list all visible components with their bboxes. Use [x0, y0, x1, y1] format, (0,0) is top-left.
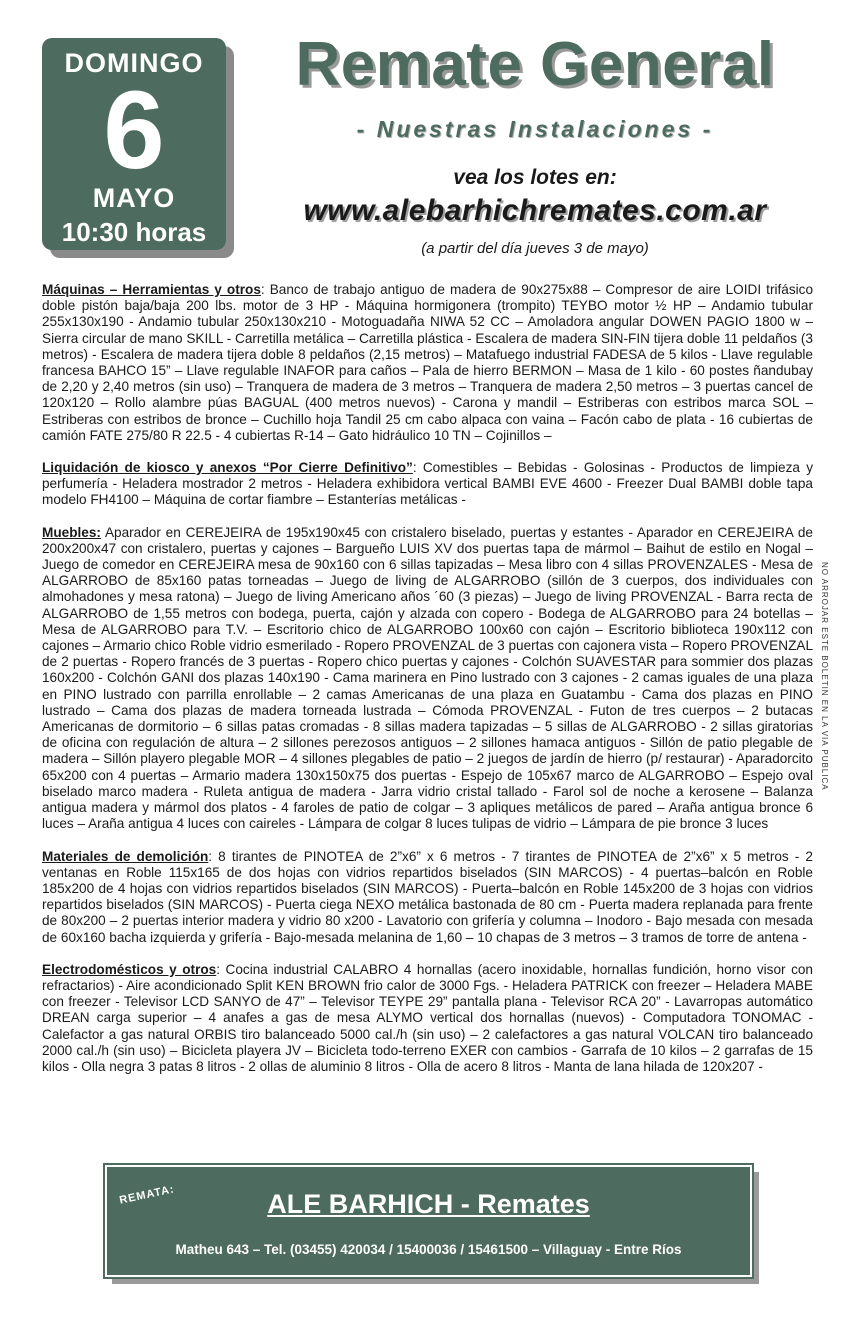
section-text: Aparador en CEREJEIRA de 195x190x45 con cristalero biselado, puertas y estantes - Aparador en CEREJEIRA de 200x200x47 con cristalero, puertas y cajones – Bargueño LUIS XV dos puertas tapa de mármol – Baihut de estilo en Nogal – Juego de comedor en CEREJEIRA mesa de 90x160 con 6 sillas tapizadas – Mesa libro con 4 sillas PROVENZALES - Mesa de ALGARROBO de 85x160 patas torneadas – Juego de living de ALGARROBO (sillón de 3 cuerpos, dos individuales con almohadones y mesa ratona) – Juego de living Americano años ´60 (3 piezas) – Juego de living PROVENZAL - Barra recta de ALGARROBO de 1,55 metros con bodega, puerta, cajón y alzada con copero - Bodega de ALGARROBO para 24 botellas – Mesa de ALGARROBO para T.V. – Escritorio chico de ALGARROBO 100x60 con cajón – Escritorio biblioteca 190x112 con cajones – Armario chico Roble vidrio esmerilado - Ropero PROVENZAL de 3 puertas con cajonera vista – Ropero PROVENZAL de 2 puertas - Ropero francés de 3 puertas - Ropero chico puertas y cajones - Colchón SUAVESTAR para sommier dos plazas 160x200 - Colchón GANI dos plazas 140x190 - Cama marinera en Pino lustrado con 3 cajones - 2 camas iguales de una plaza en PINO lustrado con parrilla enrollable – 2 camas Americanas de una plaza en Guatambu - Cama dos plazas en PINO lustrado – Cama dos plazas de madera torneada lustrada – Cómoda PROVENZAL - Futon de tres cuerpos – 2 butacas Americanas de dormitorio – 6 sillas patas cromadas - 8 sillas madera tapizadas – 5 sillas de ALGARROBO - 2 sillas giratorias de oficina con regulación de altura – 2 sillones perezosos antiguos – 2 sillones hamaca antiguos - Sillón de patio plegable de madera – Sillón playero plegable MOR – 4 sillones plegables de patio – 2 juegos de jardín de hierro (p/ restaurar) - Aparadorcito 65x200 con 4 puertas – Armario madera 130x150x75 dos puertas - Espejo de 105x67 marco de ALGARROBO – Espejo oval biselado marco madera - Ruleta antigua de madera - Jarra vidrio cristal tallado - Farol sol de noche a kerosene – Balanza antigua madera y mármol dos platos - 4 faroles de patio de colgar – 3 apliques metálicos de pared – Araña antigua bronce 6 luces – Araña antigua 4 luces con caireles - Lámpara de colgar 8 luces tulipas de vidrio – Lámpara de pie bronce 3 luces — [42, 524, 813, 832]
day-number: 6 — [103, 69, 165, 192]
lots-list — [42, 282, 813, 1091]
section-text: : Comestibles – Bebidas - Golosinas - Productos de limpieza y perfumería - Heladera mostrador 2 metros - Heladera exhibidora vertical BAMBI EVE 4600 - Freezer Dual BAMBI doble tapa modelo FH4100 – Máquina de cortar fiambre – Estanterías metálicas - — [42, 460, 813, 508]
page-title: Remate General — [295, 30, 775, 99]
section-machines — [42, 282, 813, 444]
remata-label: REMATA: — [118, 1183, 176, 1207]
page-subtitle: - Nuestras Instalaciones - — [356, 116, 714, 142]
section-title: Máquinas – Herramientas y otros — [42, 282, 261, 297]
day-name: DOMINGO — [64, 48, 204, 78]
section-text: : 8 tirantes de PINOTEA de 2”x6” x 6 metros - 7 tirantes de PINOTEA de 2”x6” x 5 metros - 2 ventanas en Roble 115x165 de dos hojas con vidrios repartidos biselados (SIN MARCOS) - 4 puertas–balcón en Roble 185x200 de 4 hojas con vidrios repartidos biselados (SIN MARCOS) - Puerta–balcón en Roble 145x200 de 3 hojas con vidrios repartidos biselados (SIN MARCOS) - Puerta ciega NEXO metálica bastonada de 80 cm - Puerta madera replanada para frente de 80x200 – 2 puertas interior madera y vidrio 80 x200 - Lavatorio con grifería y columna – Inodoro - Bajo mesada con mesada de 60x160 bacha izquierda y grifería - Bajo-mesada melanina de 1,60 – 10 chapas de 3 metros – 3 tramos de torre de antena - — [42, 848, 813, 945]
section-kiosk — [42, 460, 813, 509]
month: MAYO — [92, 183, 176, 213]
date-box — [42, 38, 226, 250]
company-name — [107, 1189, 750, 1220]
section-appliances — [42, 962, 813, 1075]
footer-box — [105, 1165, 752, 1277]
contact-info: Matheu 643 – Tel. (03455) 420034 / 15400036 / 15461500 – Villaguay - Entre Ríos — [175, 1242, 682, 1257]
section-title: Muebles: — [42, 524, 101, 540]
company-name-text: ALE BARHICH - Remates — [267, 1189, 590, 1219]
section-text: : Banco de trabajo antiguo de madera de 90x275x88 – Compresor de aire LOIDI trifásico doble pistón baja/baja 200 lbs. motor de 3 HP - Máquina hormigonera (trompito) TEYBO motor ½ HP – Andamio tubular 255x130x190 - Andamio tubular 250x130x210 - Motoguadaña NIWA 52 CC – Amoladora angular DOWEN PAGIO 1800 w – Sierra circular de mano SKILL - Carretilla metálica – Carretilla plástica - Escalera de madera SIN-FIN tijera doble 11 peldaños (3 metros) - Escalera de madera tijera doble 8 peldaños (2,15 metros) – Matafuego industrial FADESA de 5 kilos - Llave regulable francesa BAHCO 15” – Llave regulable INAFOR para caños – Pala de hierro BERMON – Masa de 1 kilo - 60 postes ñandubay de 2,20 y 2,40 metros (sin uso) – Tranquera de madera de 3 metros – Tranquera de madera 2,50 metros – 3 puertas cancel de 120x120 – Rollo alambre púas BAGUAL (400 metros nuevos) - Carona y mandil – Estriberas con estribos marca SOL – Estriberas con estribos de bronce – Cuchillo hoja Tandil 25 cm cabo alpaca con vaina – Facón cabo de plata - 16 cubiertas de camión FATE 275/80 R 22.5 - 4 cubiertas R-14 – Gato hidráulico 10 TN – Cojinillos – — [42, 282, 814, 443]
date-note: (a partir del día jueves 3 de mayo) — [421, 240, 649, 257]
website-link[interactable]: www.alebarhichremates.com.ar — [303, 194, 767, 227]
section-text: : Cocina industrial CALABRO 4 hornallas (acero inoxidable, hornallas fundición, horno visor con refractarios) - Aire acondicionado Split KEN BROWN frio calor de 3000 Fgs. - Heladera PATRICK con freezer – Heladera MABE con freezer - Televisor LCD SANYO de 47” – Televisor TEYPE 29” pantalla plana - Televisor RCA 20” - Lavarropas automático DREAN carga superior – 4 anafes a gas de mesa ALYMO vertical dos hornallas (nuevos) - Computadora TONOMAC - Calefactor a gas natural ORBIS tiro balanceado 5000 cal./h (sin uso) – 2 calefactores a gas natural VOLCAN tiro balanceado 2000 cal./h (sin uso) – Bicicleta playera JV – Bicicleta todo-terreno EXER con cambios - Garrafa de 10 kilos – 2 garrafas de 15 kilos - Olla negra 3 patas 8 litros - 2 ollas de aluminio 8 litros - Olla de acero 8 litros - Manta de lana hilada de 120x207 - — [42, 961, 813, 1074]
section-title: Materiales de demolición — [42, 848, 209, 864]
section-demolition — [42, 849, 813, 946]
lots-label: vea los lotes en: — [453, 166, 617, 189]
side-notice: NO ARROJAR ESTE BOLETIN EN LA VIA PUBLICA — [820, 562, 829, 791]
section-title: Electrodomésticos y otros — [42, 961, 217, 977]
section-title: Liquidación de kiosco y anexos “Por Cierre Definitivo” — [42, 460, 413, 476]
section-furniture — [42, 525, 813, 833]
auction-time: 10:30 horas — [61, 217, 207, 247]
